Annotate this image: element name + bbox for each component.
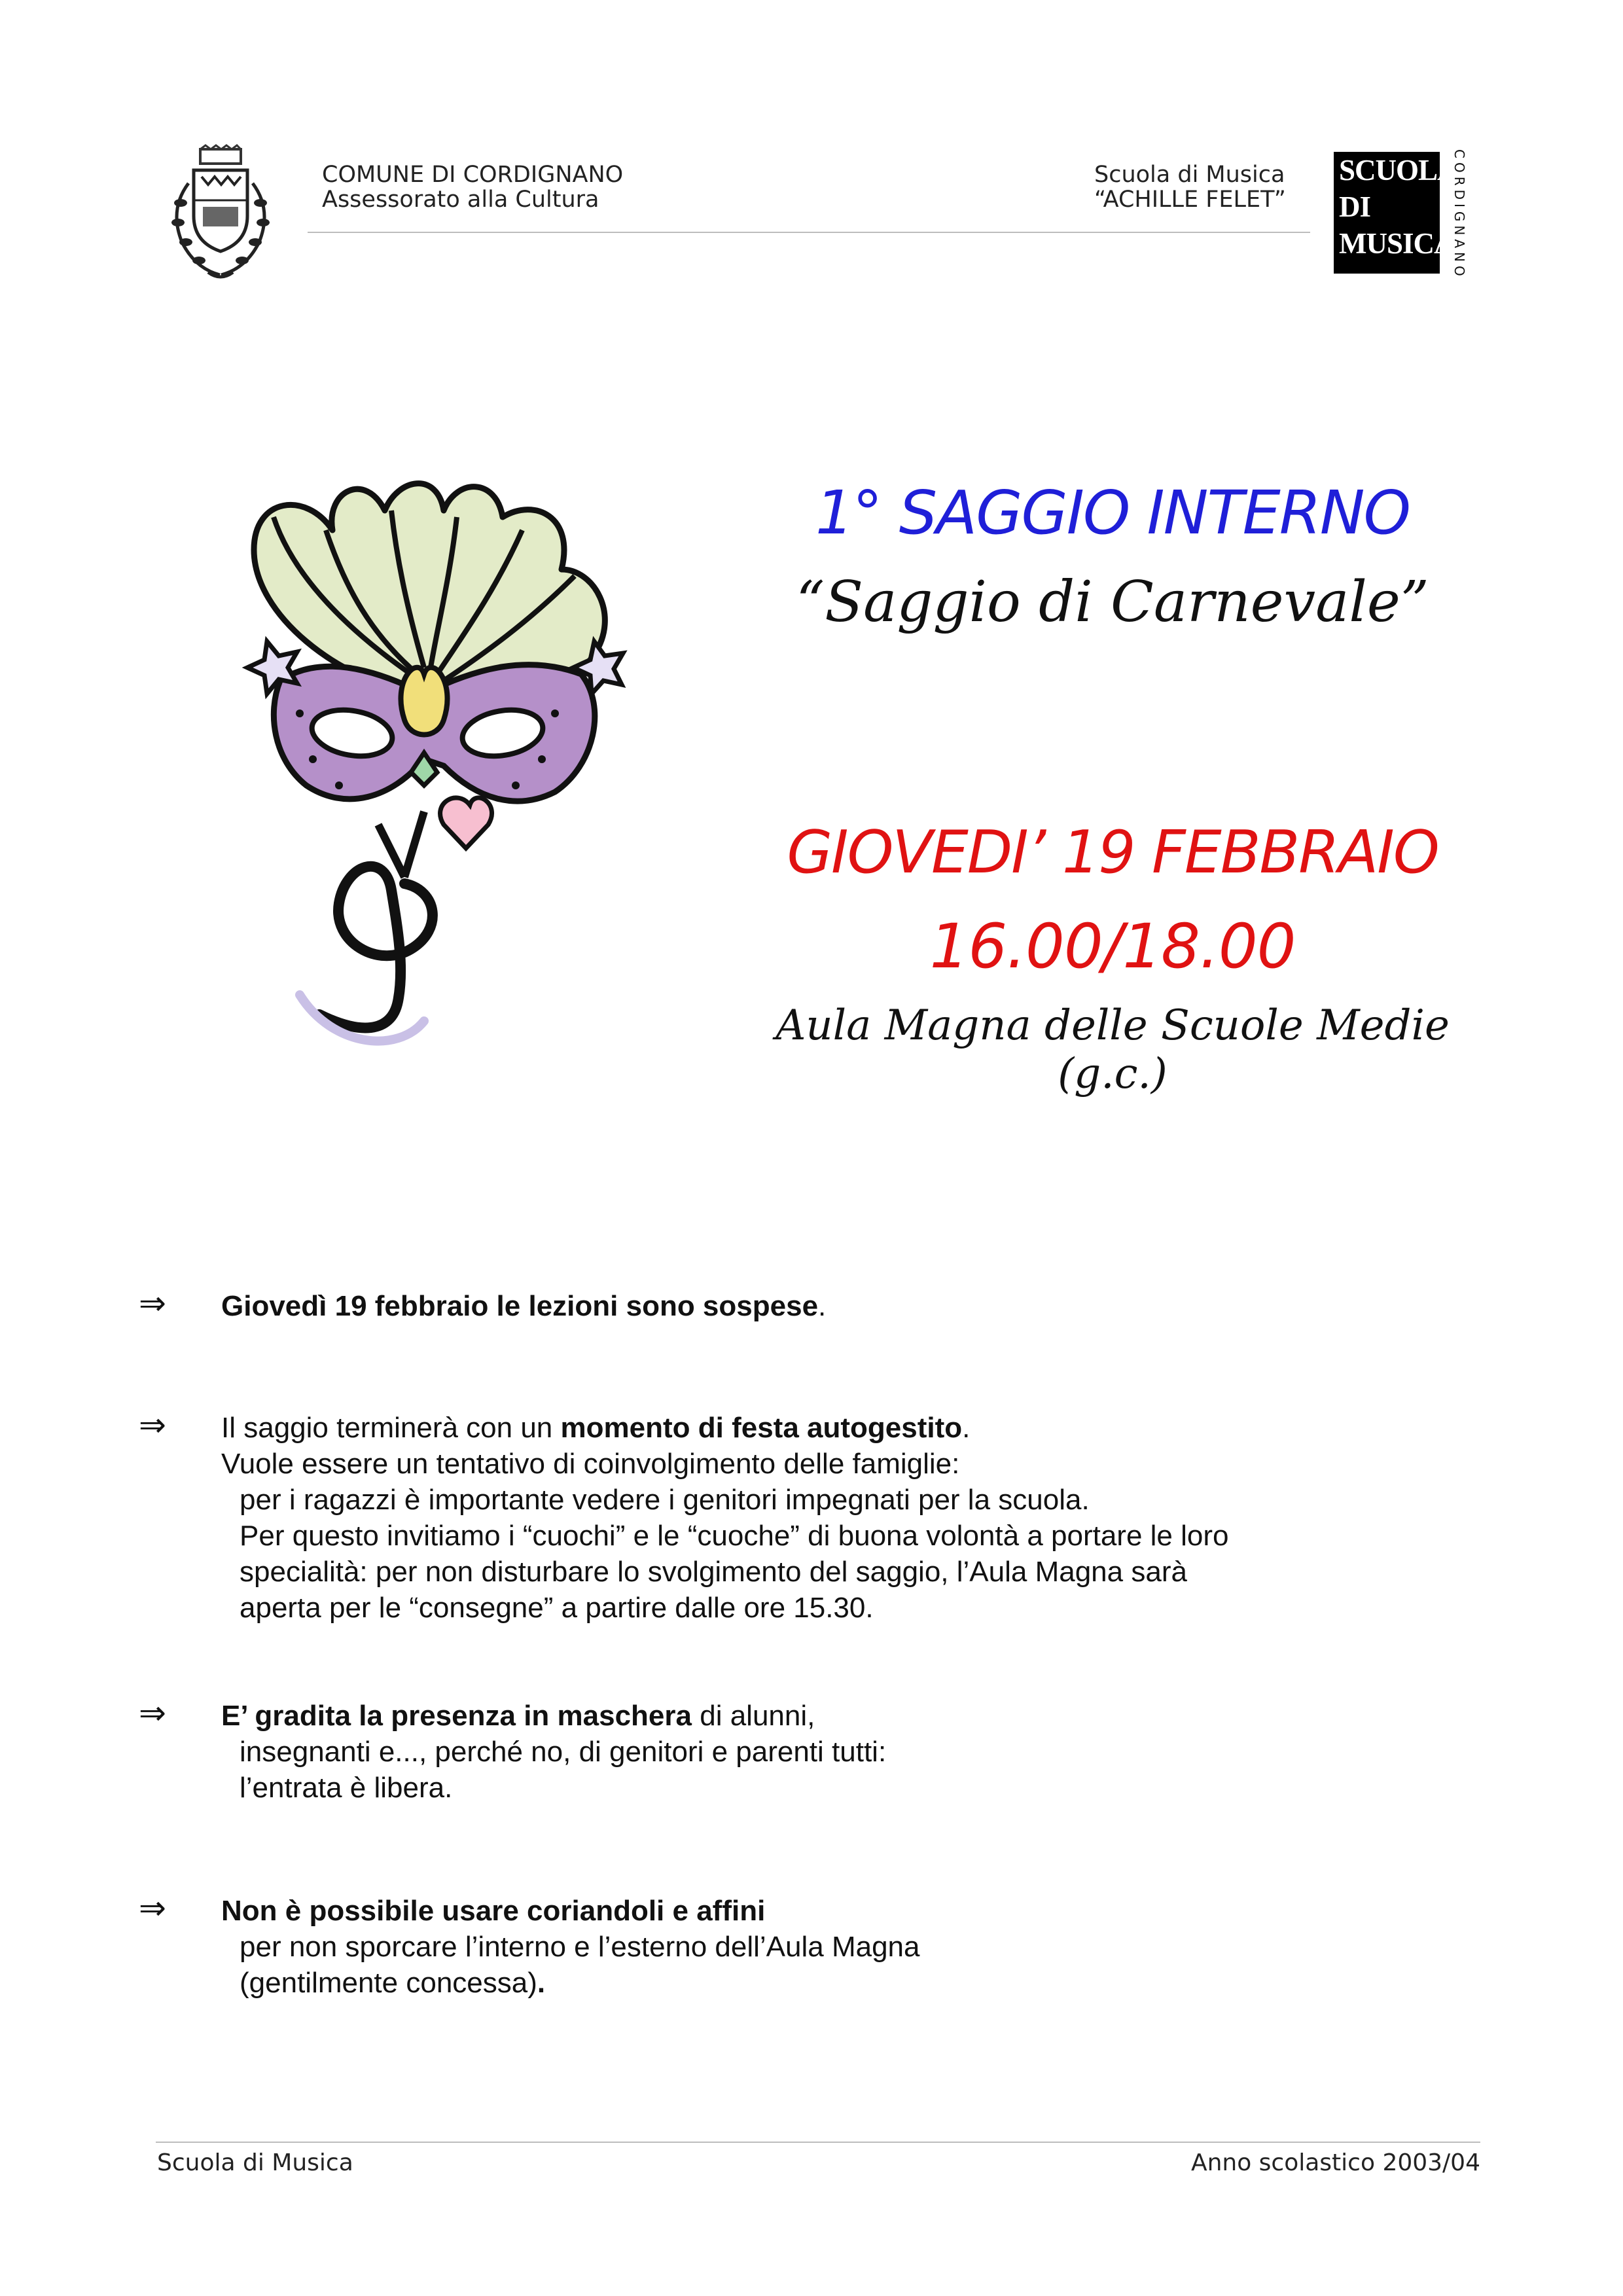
carnival-mask-treble-clef-icon xyxy=(228,458,647,1060)
header-divider xyxy=(308,232,1310,233)
event-title: 1° SAGGIO INTERNO xyxy=(815,478,1410,548)
note-party xyxy=(221,1410,1229,1626)
note-line: specialità: per non disturbare lo svolgimento del saggio, l’Aula Magna sarà xyxy=(240,1556,1187,1588)
note-line: aperta per le “consegne” a partire dalle ore 15.30. xyxy=(240,1592,874,1624)
coat-of-arms-icon xyxy=(162,144,279,287)
arrow-icon: ⇒ xyxy=(139,1889,166,1927)
note-line: per i ragazzi è importante vedere i genitori impegnati per la scuola. xyxy=(240,1484,1090,1516)
note-line: l’entrata è libera. xyxy=(240,1772,453,1804)
footer-school: Scuola di Musica xyxy=(157,2149,353,2176)
note-line: insegnanti e..., perché no, di genitori e parenti tutti: xyxy=(240,1736,887,1768)
logo-side-label xyxy=(1452,149,1475,278)
footer-year: Anno scolastico 2003/04 xyxy=(1190,2149,1480,2176)
municipality-name: COMUNE DI CORDIGNANO xyxy=(322,162,624,188)
note-tail: . xyxy=(818,1290,827,1322)
event-time: 16.00/18.00 xyxy=(929,911,1296,982)
school-dedication: “ACHILLE FELET” xyxy=(1094,187,1286,213)
note-tail: . xyxy=(962,1412,971,1444)
note-confetti xyxy=(221,1893,920,2001)
note-bold: Giovedì 19 febbraio le lezioni sono sospese xyxy=(221,1290,819,1322)
note-line: per non sporcare l’interno e l’esterno dell’Aula Magna xyxy=(240,1931,920,1963)
event-subtitle: “Saggio di Carnevale” xyxy=(796,569,1429,635)
logo-side-text: CORDIGNANO xyxy=(1452,149,1467,280)
note-tail: . xyxy=(537,1967,546,1999)
note-line: Vuole essere un tentativo di coinvolgimento delle famiglie: xyxy=(221,1448,960,1480)
note-tail: di alunni, xyxy=(692,1700,815,1732)
school-name: Scuola di Musica xyxy=(1094,162,1285,188)
arrow-icon: ⇒ xyxy=(139,1284,166,1322)
note-bold: Non è possibile usare coriandoli e affini xyxy=(221,1895,766,1927)
logo-line: DI xyxy=(1339,190,1371,223)
event-place: Aula Magna delle Scuole Medie (g.c.) xyxy=(776,1001,1450,1098)
note-bold: momento di festa autogestito xyxy=(560,1412,963,1444)
note-line: (gentilmente concessa) xyxy=(240,1967,537,1999)
logo-line: MUSICA xyxy=(1339,227,1455,260)
header-municipality xyxy=(322,162,623,212)
note-lead: Il saggio terminerà con un xyxy=(221,1412,561,1444)
note-lessons-suspended xyxy=(221,1288,826,1324)
footer-divider xyxy=(156,2142,1480,2143)
note-masks xyxy=(221,1698,886,1806)
logo-line: SCUOLA xyxy=(1339,154,1458,187)
arrow-icon: ⇒ xyxy=(139,1694,166,1732)
note-bold: E’ gradita la presenza in maschera xyxy=(221,1700,692,1732)
note-line: Per questo invitiamo i “cuochi” e le “cuoche” di buona volontà a portare le loro xyxy=(240,1520,1229,1552)
header-school xyxy=(1094,162,1286,212)
arrow-icon: ⇒ xyxy=(139,1406,166,1444)
school-logo xyxy=(1334,152,1458,274)
municipality-department: Assessorato alla Cultura xyxy=(322,187,599,213)
event-date: GIOVEDI’ 19 FEBBRAIO xyxy=(787,818,1438,887)
